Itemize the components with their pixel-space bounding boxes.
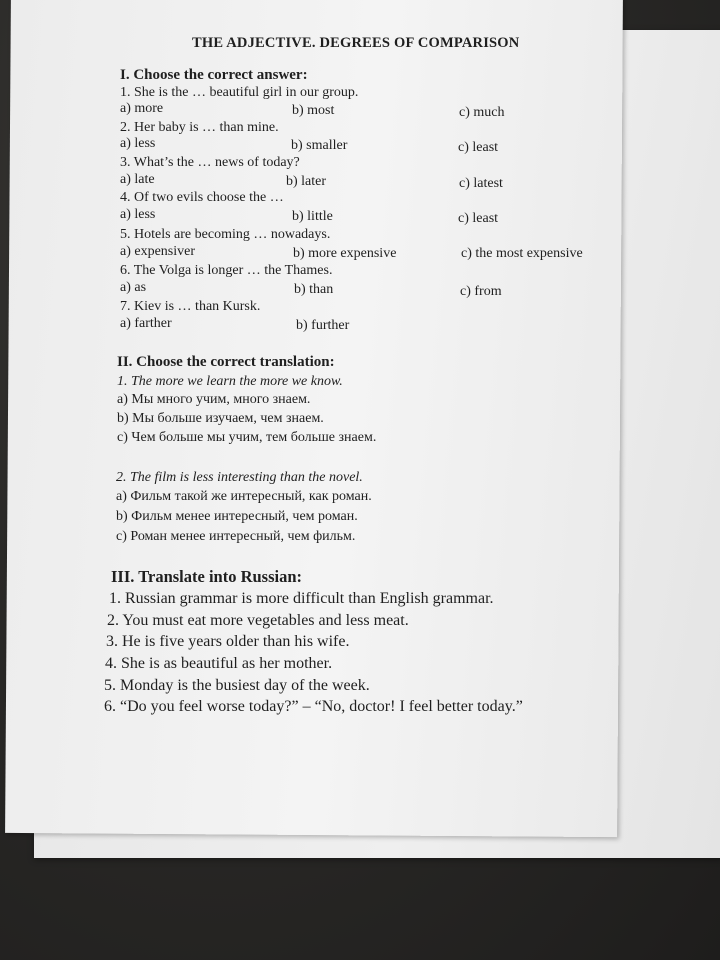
translation2-option-a: a) Фильм такой же интересный, как роман. xyxy=(116,489,372,504)
translation2-option-c: c) Роман менее интересный, чем фильм. xyxy=(116,529,356,544)
q3-option-a: a) late xyxy=(120,172,155,187)
q5-option-a: a) expensiver xyxy=(120,244,196,259)
q3-option-c: c) latest xyxy=(459,176,503,191)
q1-text: 1. She is the … beautiful girl in our group. xyxy=(120,85,359,100)
q1-option-a: a) more xyxy=(120,101,164,116)
q4-option-b: b) little xyxy=(292,209,333,224)
q6-option-a: a) as xyxy=(120,280,147,295)
translation1-prompt: 1. The more we learn the more we know. xyxy=(117,374,343,389)
q1-option-b: b) most xyxy=(292,103,335,118)
q2-option-b: b) smaller xyxy=(291,138,348,153)
sentence-2: 2. You must eat more vegetables and less meat. xyxy=(107,612,409,629)
translation1-option-c: c) Чем больше мы учим, тем больше знаем. xyxy=(117,430,377,445)
translation1-option-a: a) Мы много учим, много знаем. xyxy=(117,392,311,407)
q2-option-c: c) least xyxy=(458,140,499,155)
q7-text: 7. Kiev is … than Kursk. xyxy=(120,299,261,314)
q6-option-c: c) from xyxy=(460,284,502,299)
q5-option-b: b) more expensive xyxy=(293,246,397,261)
q6-option-b: b) than xyxy=(294,282,334,297)
q4-text: 4. Of two evils choose the … xyxy=(120,190,284,205)
q3-text: 3. What’s the … news of today? xyxy=(120,155,300,170)
section2-heading: II. Choose the correct translation: xyxy=(117,354,335,370)
q3-option-b: b) later xyxy=(286,174,327,189)
translation1-option-b: b) Мы больше изучаем, чем знаем. xyxy=(117,411,324,426)
translation2-option-b: b) Фильм менее интересный, чем роман. xyxy=(116,509,358,524)
sentence-6: 6. “Do you feel worse today?” – “No, doctor! I feel better today.” xyxy=(104,698,523,715)
q5-text: 5. Hotels are becoming … nowadays. xyxy=(120,227,331,242)
section1-heading: I. Choose the correct answer: xyxy=(120,67,308,83)
q7-option-b: b) further xyxy=(296,318,350,333)
page-title: THE ADJECTIVE. DEGREES OF COMPARISON xyxy=(192,35,520,51)
sentence-1: 1. Russian grammar is more difficult than English grammar. xyxy=(109,590,494,607)
q4-option-a: a) less xyxy=(120,207,156,222)
sentence-4: 4. She is as beautiful as her mother. xyxy=(105,655,333,672)
q6-text: 6. The Volga is longer … the Thames. xyxy=(120,263,333,278)
section3-heading: III. Translate into Russian: xyxy=(111,567,303,586)
q2-option-a: a) less xyxy=(120,136,156,151)
q2-text: 2. Her baby is … than mine. xyxy=(120,120,279,135)
translation2-prompt: 2. The film is less interesting than the novel. xyxy=(116,470,363,485)
q5-option-c: c) the most expensive xyxy=(461,246,583,261)
q4-option-c: c) least xyxy=(458,211,499,226)
sentence-5: 5. Monday is the busiest day of the week. xyxy=(104,677,370,694)
q1-option-c: c) much xyxy=(459,105,505,120)
sentence-3: 3. He is five years older than his wife. xyxy=(106,633,350,650)
q7-option-a: a) farther xyxy=(120,316,172,331)
